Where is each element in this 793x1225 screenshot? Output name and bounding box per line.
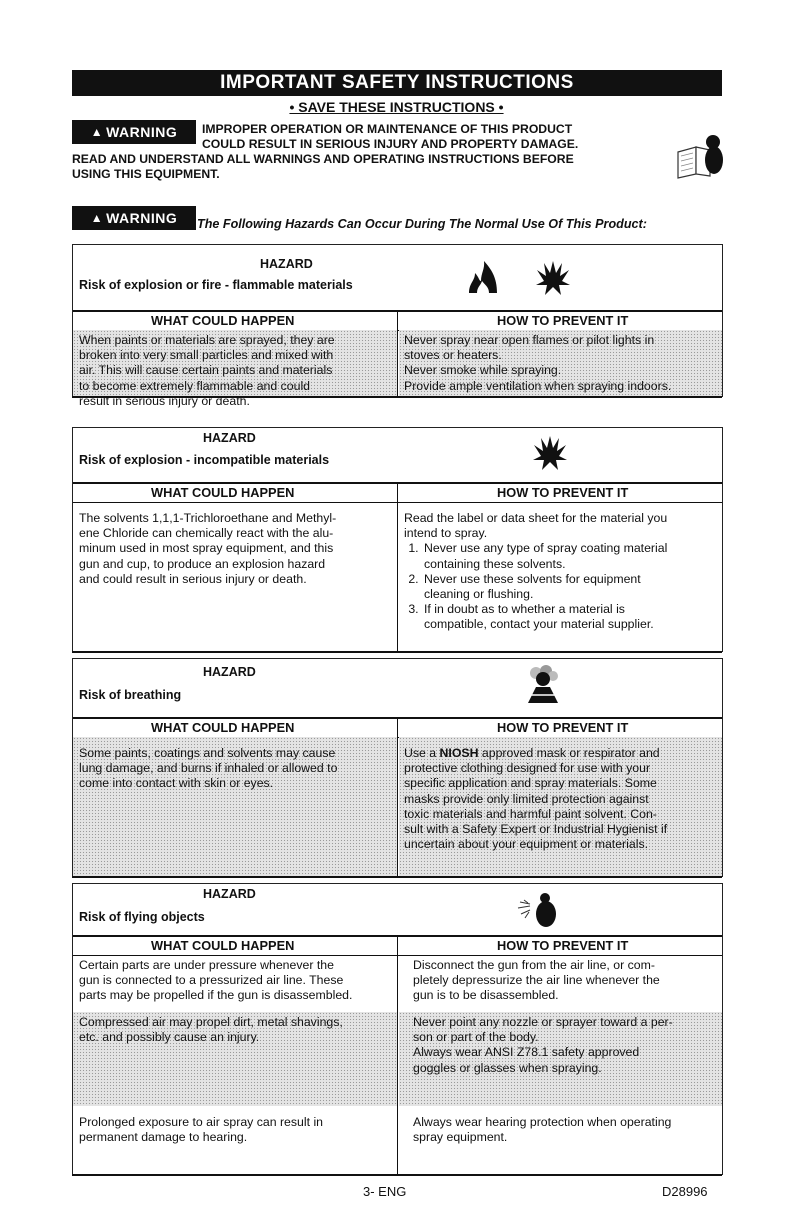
hazard-section-3 [72,658,723,877]
what-heading: WHAT COULD HAPPEN [151,485,295,500]
column-divider [397,312,398,397]
what-heading: WHAT COULD HAPPEN [151,720,295,735]
warning-line-1: IMPROPER OPERATION OR MAINTENANCE OF THIS PRODUCT [202,122,573,136]
warning-line-2: COULD RESULT IN SERIOUS INJURY AND PROPERTY DAMAGE. [202,137,579,151]
book-reading-icon [674,132,724,182]
column-divider [397,937,398,1175]
warning-triangle-icon: ▲ [90,211,104,225]
what-heading: WHAT COULD HAPPEN [151,313,295,328]
what-cell: The solvents 1,1,1-Trichloroethane and Methyl- ene Chloride can chemically react with the alu- minum used in most spray equipment, and this gun and cup, to produce an explosion hazard and could result in serious injury or death. [79,511,337,586]
how-heading: HOW TO PREVENT IT [497,720,629,735]
hazard-risk: Risk of explosion - incompatible materials [79,453,330,467]
how-heading: HOW TO PREVENT IT [497,938,629,953]
what-cell: When paints or materials are sprayed, they are broken into very small particles and mixed with air. This will cause certain paints and materials to become extremely flammable and could result in serious injury or death. [73,330,397,397]
how-heading: HOW TO PREVENT IT [497,313,629,328]
flying-object-icon [516,892,558,928]
how-cell: Disconnect the gun from the air line, or com- pletely depressurize the air line whenever the gun is to be disassembled. [413,958,660,1003]
column-divider [397,484,398,652]
list-item: 1. Never use any type of spray coating material containing these solvents. [422,541,722,571]
hazard-title: HAZARD [260,257,313,271]
section-rule [72,396,722,398]
hazard-title: HAZARD [203,887,256,901]
how-cell: Never spray near open flames or pilot lights in stoves or heaters. Never smoke while spraying. Provide ample ventilation when spraying indoors. [399,330,722,397]
hazard-title: HAZARD [203,665,256,679]
what-cell: Compressed air may propel dirt, metal shavings, etc. and possibly cause an injury. [73,1012,397,1106]
column-divider [397,719,398,877]
section-rule [72,651,722,653]
hazard-risk: Risk of explosion or fire - flammable materials [79,278,353,292]
section-rule [72,876,722,878]
explosion-icon [535,257,571,297]
fire-icon [467,259,499,295]
page-number: 3- ENG [363,1184,407,1199]
document-code: D28996 [662,1184,708,1199]
how-list [404,541,722,632]
hazard-section-1 [72,244,723,408]
hazard-risk: Risk of breathing [79,688,182,702]
toxic-fumes-icon [524,665,562,705]
warning-badge: ▲ WARNING [72,120,196,144]
hazard-section-2 [72,427,723,652]
explosion-icon [532,432,568,472]
what-heading: WHAT COULD HAPPEN [151,938,295,953]
what-cell: Some paints, coatings and solvents may cause lung damage, and burns if inhaled or allowed to come into contact with skin or eyes. [73,737,397,877]
niosh-label: NIOSH [439,746,479,760]
warning-badge-2: ▲ WARNING [72,206,196,230]
how-heading: HOW TO PREVENT IT [497,485,629,500]
list-item: 2. Never use these solvents for equipment cleaning or flushing. [422,572,722,602]
list-item: 3. If in doubt as to whether a material is compatible, contact your material supplier. [422,602,722,632]
how-cell: Use a NIOSH approved mask or respirator and protective clothing designed for use with your specific application and spray materials. Some masks provide only limited protection against toxic materials and harmful paint solvent. Con- sult with a Safety Expert or Industrial Hygienist if uncertain about your equipment or materials. [399,737,722,877]
what-cell: Prolonged exposure to air spray can result in permanent damage to hearing. [79,1115,324,1145]
how-cell: Never point any nozzle or sprayer toward a per- son or part of the body. Always wear ANSI Z78.1 safety approved goggles or glasses when spraying. [399,1012,722,1106]
hazard-section-4 [72,883,723,1175]
page-banner: IMPORTANT SAFETY INSTRUCTIONS [72,70,722,96]
section-rule [72,1174,722,1176]
hazard-title: HAZARD [203,431,256,445]
how-cell: Always wear hearing protection when operating spray equipment. [413,1115,672,1145]
hazards-intro: The Following Hazards Can Occur During The Normal Use Of This Product: [197,217,647,231]
warning-line-4: USING THIS EQUIPMENT. [72,167,220,181]
warning-line-3: READ AND UNDERSTAND ALL WARNINGS AND OPERATING INSTRUCTIONS BEFORE [72,152,574,166]
warning-triangle-icon: ▲ [90,125,104,139]
save-instructions: • SAVE THESE INSTRUCTIONS • [289,99,504,115]
how-cell: Read the label or data sheet for the material you intend to spray. 1. Never use any type of spray coating material containing these solvents. 2. Never use these solvents for equipment cleaning or flushing. 3. If in doubt as to whether a material is compatible, contact your material supplier. [404,511,722,633]
hazard-risk: Risk of flying objects [79,910,205,924]
what-cell: Certain parts are under pressure whenever the gun is connected to a pressurized air line. These parts may be propelled if the gun is disassembled. [79,958,353,1003]
